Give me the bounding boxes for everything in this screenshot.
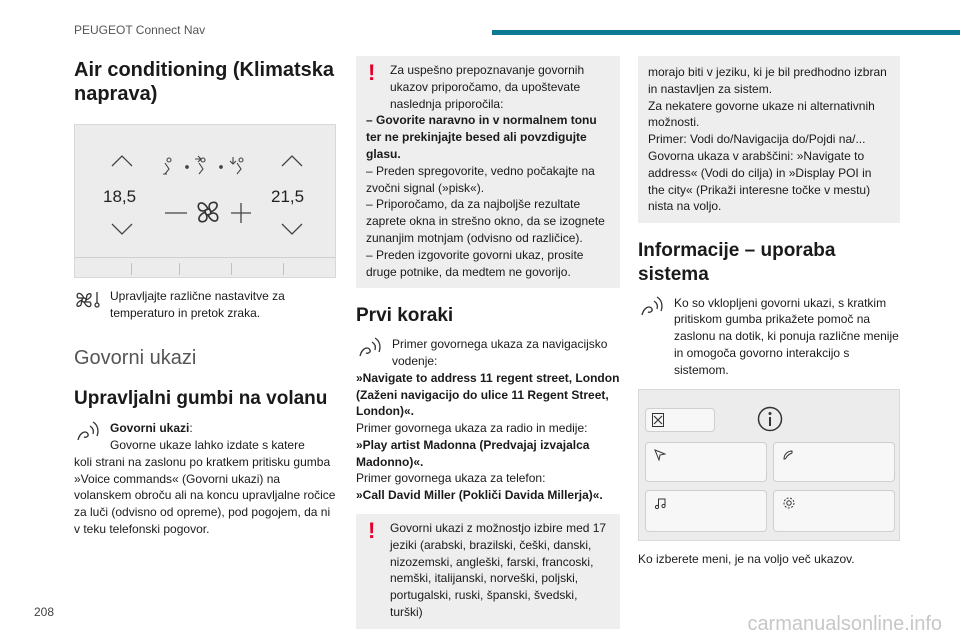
- chevron-up-icon: [111, 155, 133, 167]
- phone-icon: [782, 449, 794, 461]
- recommendations-intro: Za uspešno prepoznavanje govornih ukazov priporočamo, da upoštevate naslednja priporočila:: [390, 63, 585, 111]
- recommendation-3: – Priporočamo, da za najboljše rezultate zaprete okna in strešno okno, da se izognete zunanjim motnjam (odvisno od različice).: [366, 197, 605, 245]
- ac-caption: Upravljajte različne nastavitve za temperaturo in pretok zraka.: [110, 289, 285, 320]
- arabic-example: Primer: Vodi do/Navigacija do/Pojdi na/... Govorna ukaza v arabščini: »Navigate to address« (Vodi do cilja) in »Display POI in the city« (Prikaži interesne točke v mestu) nista na voljo.: [648, 132, 872, 214]
- panel-tick: [283, 263, 284, 275]
- voice-text-1: Govorne ukaze lahko izdate s katere: [110, 437, 305, 452]
- close-icon: [652, 413, 664, 427]
- panel-tick: [179, 263, 180, 275]
- phone-command: »Call David Miller (Pokliči Davida Millerja)«.: [356, 488, 603, 503]
- menu-button-phone: [773, 442, 895, 482]
- panel-tick: [231, 263, 232, 275]
- menu-button-close: [645, 408, 715, 432]
- panel-tick: [131, 263, 132, 275]
- menu-button-settings: [773, 490, 895, 532]
- airflow-mode-icon: [159, 155, 255, 179]
- menu-caption: Ko izberete meni, je na voljo več ukazov.: [638, 551, 855, 566]
- warning-exclamation-icon: !: [368, 518, 376, 544]
- page-number: 208: [34, 605, 55, 619]
- minus-icon: [165, 211, 187, 215]
- chevron-up-icon: [281, 155, 303, 167]
- menu-button-media: [645, 490, 767, 532]
- recommendation-2: – Preden spregovorite, vedno počakajte na zvočni signal (»pisk«).: [366, 163, 595, 195]
- navigation-icon: [654, 449, 666, 461]
- chevron-down-icon: [281, 223, 303, 235]
- settings-icon: [782, 496, 796, 510]
- header-accent-bar: [492, 30, 960, 35]
- languages-continued-box: [638, 56, 900, 223]
- recommendations-box: [356, 56, 620, 288]
- nav-intro-row: [356, 336, 620, 370]
- radio-intro: Primer govornega ukaza za radio in medije:: [356, 421, 588, 436]
- voice-label-colon: :: [189, 421, 193, 436]
- plus-icon: [231, 203, 251, 223]
- info-text: Ko so vklopljeni govorni ukazi, s kratkim pritiskom gumba prikažete pomoč na zaslonu na dotik, ki ponuja različne menije in omogoča govorno interakcijo s sistemom.: [674, 295, 899, 377]
- column-1: [74, 56, 336, 538]
- running-header: PEUGEOT Connect Nav: [74, 23, 206, 37]
- column-3: [638, 56, 900, 567]
- languages-text: Govorni ukazi z možnostjo izbire med 17 jeziki (arabski, brazilski, češki, danski, nizozemski, angleški, farski, francoski, nemški, italijanski, norveški, poljski, portugalski, ruski, španski, švedski, turški): [390, 521, 607, 620]
- watermark: carmanualsonline.info: [747, 613, 942, 635]
- voice-intro-row: [74, 420, 336, 454]
- recommendation-4: – Preden izgovorite govorni ukaz, prosite druge potnike, da medtem ne govorijo.: [366, 247, 584, 279]
- voice-command-icon: [356, 336, 384, 360]
- menu-button-navigation: [645, 442, 767, 482]
- nav-command: »Navigate to address 11 regent street, London (Zaženi navigacijo do ulice 11 Regent Street, London)«.: [356, 370, 620, 419]
- first-steps-heading: Prvi koraki: [356, 305, 454, 327]
- language-note: morajo biti v jeziku, ki je bil predhodno izbran in nastavljen za sistem.: [648, 65, 887, 96]
- ac-heading: Air conditioning (Klimatska naprava): [74, 59, 335, 105]
- voice-label: Govorni ukazi: [110, 421, 190, 436]
- temp-left: 18,5: [103, 187, 137, 206]
- info-icon: [757, 406, 783, 432]
- steering-controls-heading: Upravljalni gumbi na volanu: [74, 387, 328, 409]
- ac-caption-row: [74, 288, 336, 322]
- column-2: [356, 56, 620, 639]
- phone-intro: Primer govornega ukaza za telefon:: [356, 471, 546, 486]
- panel-divider: [75, 257, 335, 258]
- radio-command: »Play artist Madonna (Predvajaj izvajalca Madonno)«.: [356, 437, 590, 469]
- recommendation-1: – Govorite naravno in v normalnem tonu ter ne prekinjajte besed ali povzdigujte glasu.: [366, 113, 597, 161]
- chevron-down-icon: [111, 223, 133, 235]
- alternatives-note: Za nekatere govorne ukaze ni alternativnih možnosti.: [648, 98, 875, 130]
- info-text-row: [638, 295, 900, 379]
- voice-command-icon: [638, 295, 666, 319]
- nav-intro: Primer govornega ukaza za navigacijsko vodenje:: [392, 337, 608, 368]
- voice-help-menu-panel: [638, 389, 900, 541]
- voice-commands-heading: Govorni ukazi: [74, 346, 197, 369]
- voice-text-2: koli strani na zaslonu po kratkem pritisku gumba »Voice commands« (Govorni ukazi) na volanskem obroču ali na koncu upravljalne ročice za luči (odvisno od opreme), pod pogojem, da ni v teku telefonski pogovor.: [74, 454, 336, 536]
- languages-box: [356, 514, 620, 629]
- fan-temperature-icon: [74, 288, 102, 312]
- temp-right: 21,5: [271, 187, 305, 206]
- warning-exclamation-icon: !: [368, 60, 376, 85]
- system-info-heading: Informacije – uporaba sistema: [638, 240, 836, 285]
- voice-command-icon: [74, 420, 102, 444]
- voice-intro: [110, 420, 305, 454]
- music-icon: [654, 497, 666, 509]
- ac-control-panel: [74, 124, 336, 278]
- fan-icon: [193, 197, 223, 227]
